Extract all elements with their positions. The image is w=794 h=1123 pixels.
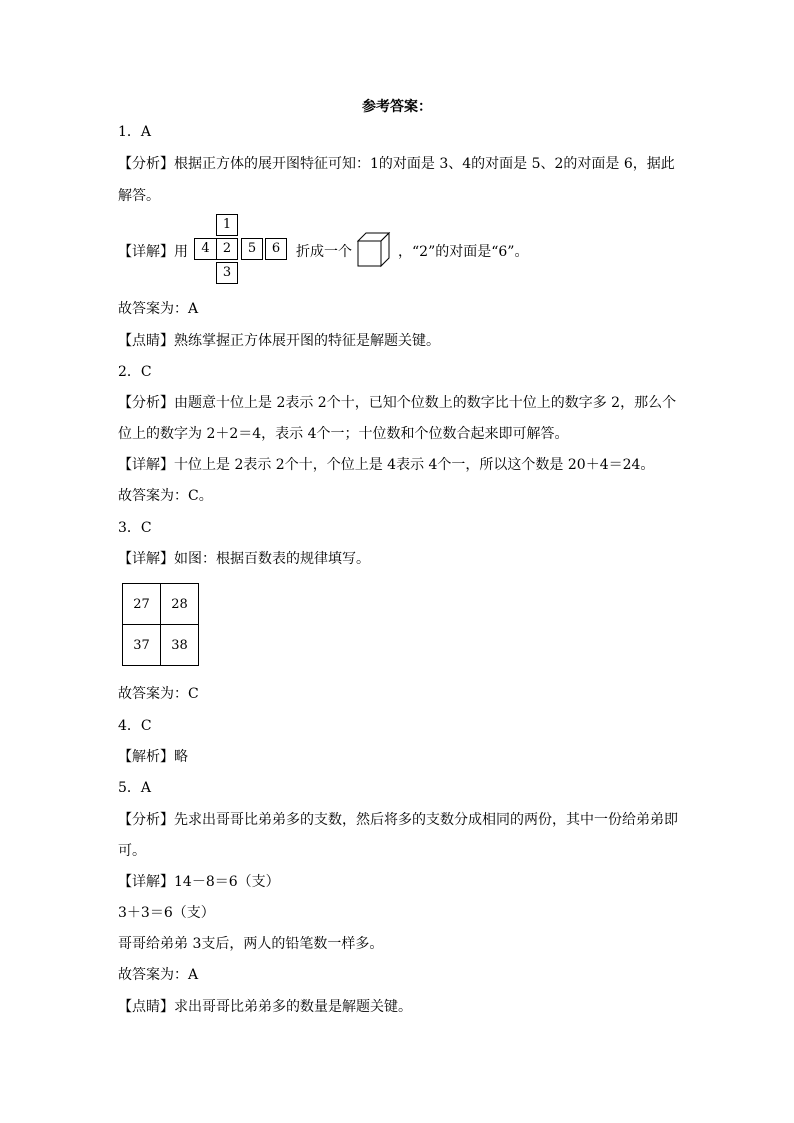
table-cell: 38 <box>161 625 199 666</box>
table-row <box>123 584 199 625</box>
table-cell: 27 <box>123 584 161 625</box>
answer-line: 【详解】十位上是 2表示 2个十，个位上是 4表示 4个一，所以这个数是 20＋4＝24。 <box>118 457 655 473</box>
answer-line: 故答案为：A <box>118 301 199 317</box>
answer-line: 可。 <box>118 843 146 859</box>
table-cell: 37 <box>123 625 161 666</box>
answer-line: 【分析】根据正方体的展开图特征可知：1的对面是 3、4的对面是 5、2的对面是 6，据此 <box>118 156 675 172</box>
net-cell-right2: 6 <box>265 238 287 260</box>
cube-icon <box>357 232 391 268</box>
answer-line: 【点睛】熟练掌握正方体展开图的特征是解题关键。 <box>118 333 440 349</box>
detail-suffix: ，“2”的对面是“6”。 <box>398 244 529 260</box>
answer-line: 【解析】略 <box>118 749 188 765</box>
answer-line: 故答案为：A <box>118 967 199 983</box>
net-cell-center: 2 <box>216 238 238 260</box>
answer-line: 解答。 <box>118 188 160 204</box>
answer-line: 哥哥给弟弟 3支后，两人的铅笔数一样多。 <box>118 936 384 952</box>
answer-line: 4．C <box>118 718 152 734</box>
net-cell-right1: 5 <box>241 238 263 260</box>
table-cell: 28 <box>161 584 199 625</box>
net-cell-left: 4 <box>194 238 217 260</box>
detail-prefix: 【详解】用 <box>118 244 188 260</box>
answer-line: 【分析】由题意十位上是 2表示 2个十，已知个位数上的数字比十位上的数字多 2，那么个 <box>118 395 677 411</box>
answer-line: 【分析】先求出哥哥比弟弟多的支数，然后将多的支数分成相同的两份，其中一份给弟弟即 <box>118 812 678 828</box>
answer-line: 【详解】如图：根据百数表的规律填写。 <box>118 551 370 567</box>
net-cell-bottom: 3 <box>216 262 238 284</box>
detail-middle: 折成一个 <box>296 244 352 260</box>
table-row <box>123 625 199 666</box>
answer-line: 位上的数字为 2＋2＝4，表示 4个一；十位数和个位数合起来即可解答。 <box>118 426 569 442</box>
page-title: 参考答案： <box>362 99 432 115</box>
hundred-chart-table <box>122 583 199 666</box>
answer-line: 3．C <box>118 520 152 536</box>
answer-line: 2．C <box>118 364 152 380</box>
answer-line: 1．A <box>118 124 152 140</box>
answer-line: 【点睛】求出哥哥比弟弟多的数量是解题关键。 <box>118 999 412 1015</box>
net-cell-top: 1 <box>216 214 238 236</box>
answer-line: 故答案为：C。 <box>118 488 213 504</box>
answer-line: 【详解】14－8＝6（支） <box>118 874 280 890</box>
answer-line: 5．A <box>118 780 152 796</box>
answer-line: 故答案为：C <box>118 686 199 702</box>
cube-net-diagram <box>192 214 292 286</box>
answer-line: 3＋3＝6（支） <box>118 905 215 921</box>
